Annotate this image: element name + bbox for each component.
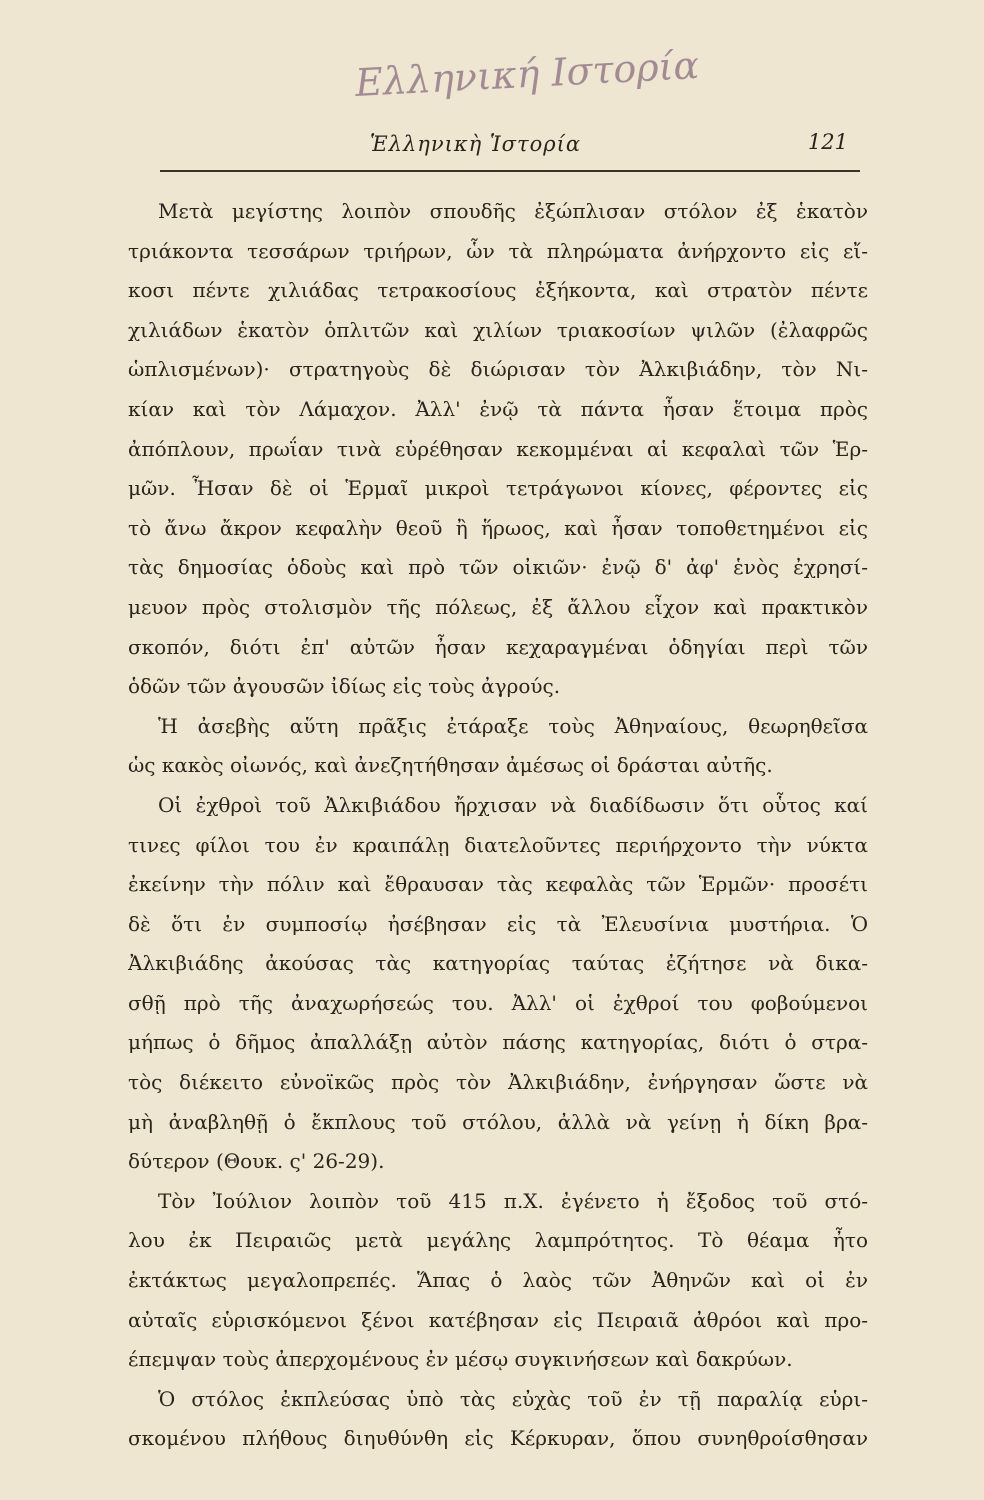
text-line: Μετὰ μεγίστης λοιπὸν σπουδῆς ἐξώπλισαν στόλον ἐξ ἑκατὸν (158, 199, 868, 223)
header-rule (160, 170, 860, 172)
text-line: κοσι πέντε χιλιάδας τετρακοσίους ἑξήκοντα, καὶ στρατὸν πέντε (128, 278, 868, 303)
text-line: μὴ ἀναβληθῇ ὁ ἔκπλους τοῦ στόλου, ἀλλὰ νὰ γείνῃ ἡ δίκη βρα- (128, 1109, 868, 1134)
text-line: σκοπόν, διότι ἐπ' αὐτῶν ἦσαν κεχαραγμέναι ὁδηγίαι περὶ τῶν (128, 634, 868, 659)
handwritten-annotation: Ελληνική Ιστορία (354, 43, 701, 105)
text-line: τινες φίλοι του ἐν κραιπάλῃ διατελοῦντες περιήρχοντο τὴν νύκτα (128, 832, 868, 857)
text-line: δύτερον (Θουκ. ς' 26-29). (128, 1149, 385, 1174)
text-line: μήπως ὁ δῆμος ἀπαλλάξῃ αὐτὸν πάσης κατηγορίας, διότι ὁ στρα- (128, 1030, 868, 1055)
text-line: ὡπλισμένων)· στρατηγοὺς δὲ διώρισαν τὸν Ἀλκιβιάδην, τὸν Νι- (128, 357, 868, 382)
page-header (160, 128, 860, 168)
text-line: τὸ ἄνω ἄκρον κεφαλὴν θεοῦ ἢ ἥρωος, καὶ ἦσαν τοποθετημένοι εἰς (128, 515, 868, 540)
text-line: αὐταῖς εὑρισκόμενοι ξένοι κατέβησαν εἰς Πειραιᾶ ἀθρόοι καὶ προ- (128, 1307, 868, 1332)
text-line: Οἱ ἐχθροὶ τοῦ Ἀλκιβιάδου ἤρχισαν νὰ διαδίδωσιν ὅτι οὗτος καί (158, 792, 868, 817)
running-title: Ἑλληνικὴ Ἱστορία (370, 132, 582, 156)
text-line: σθῇ πρὸ τῆς ἀναχωρήσεώς του. Ἀλλ' οἱ ἐχθροί του φοβούμενοι (128, 990, 868, 1015)
text-line: ἐκείνην τὴν πόλιν καὶ ἔθραυσαν τὰς κεφαλὰς τῶν Ἑρμῶν· προσέτι (128, 872, 868, 897)
text-line: χιλιάδων ἑκατὸν ὁπλιτῶν καὶ χιλίων τριακοσίων ψιλῶν (ἐλαφρῶς (128, 317, 868, 342)
text-line: ἐκτάκτως μεγαλοπρεπές. Ἅπας ὁ λαὸς τῶν Ἀθηνῶν καὶ οἱ ἐν (128, 1268, 868, 1293)
text-line: Ὁ στόλος ἐκπλεύσας ὑπὸ τὰς εὐχὰς τοῦ ἐν τῇ παραλίᾳ εὑρι- (158, 1386, 868, 1411)
text-line: ὡς κακὸς οἰωνός, καὶ ἀνεζητήθησαν ἀμέσως οἱ δράσται αὐτῆς. (128, 753, 773, 778)
text-line: ἀπόπλουν, πρωΐαν τινὰ εὑρέθησαν κεκομμέναι αἱ κεφαλαὶ τῶν Ἑρ- (128, 436, 868, 461)
text-line: τριάκοντα τεσσάρων τριήρων, ὧν τὰ πληρώματα ἀνήρχοντο εἰς εἴ- (128, 238, 868, 263)
text-line: ὁδῶν τῶν ἀγουσῶν ἰδίως εἰς τοὺς ἀγρούς. (128, 674, 561, 699)
text-line: Τὸν Ἰούλιον λοιπὸν τοῦ 415 π.Χ. ἐγένετο ἡ ἔξοδος τοῦ στό- (158, 1188, 868, 1213)
text-line: μευον πρὸς στολισμὸν τῆς πόλεως, ἐξ ἄλλου εἶχον καὶ πρακτικὸν (128, 594, 868, 619)
text-line: κίαν καὶ τὸν Λάμαχον. Ἀλλ' ἐνῷ τὰ πάντα ἦσαν ἕτοιμα πρὸς (128, 396, 868, 421)
text-line: έπεμψαν τοὺς ἀπερχομένους ἐν μέσῳ συγκινήσεων καὶ δακρύων. (128, 1347, 793, 1372)
text-line: λου ἐκ Πειραιῶς μετὰ μεγάλης λαμπρότητος. Τὸ θέαμα ἦτο (128, 1228, 868, 1253)
body-text (128, 192, 868, 1459)
text-line: δὲ ὅτι ἐν συμποσίῳ ἠσέβησαν εἰς τὰ Ἐλευσίνια μυστήρια. Ὁ (128, 911, 868, 936)
page-number: 121 (807, 130, 848, 154)
text-line: Ἀλκιβιάδης ἀκούσας τὰς κατηγορίας ταύτας ἐζήτησε νὰ δικα- (128, 951, 868, 976)
text-line: τὰς δημοσίας ὁδοὺς καὶ πρὸ τῶν οἰκιῶν· ἐνῷ δ' ἀφ' ἑνὸς ἐχρησί- (128, 555, 868, 580)
text-line: μῶν. Ἦσαν δὲ οἱ Ἑρμαῖ μικροὶ τετράγωνοι κίονες, φέροντες εἰς (128, 476, 868, 501)
text-line: Ἡ ἀσεβὴς αὕτη πρᾶξις ἐτάραξε τοὺς Ἀθηναίους, θεωρηθεῖσα (158, 713, 868, 738)
text-line: τὸς διέκειτο εὐνοϊκῶς πρὸς τὸν Ἀλκιβιάδην, ἐνήργησαν ὥστε νὰ (128, 1070, 868, 1095)
text-line: σκομένου πλήθους διηυθύνθη εἰς Κέρκυραν, ὅπου συνηθροίσθησαν (128, 1426, 868, 1451)
